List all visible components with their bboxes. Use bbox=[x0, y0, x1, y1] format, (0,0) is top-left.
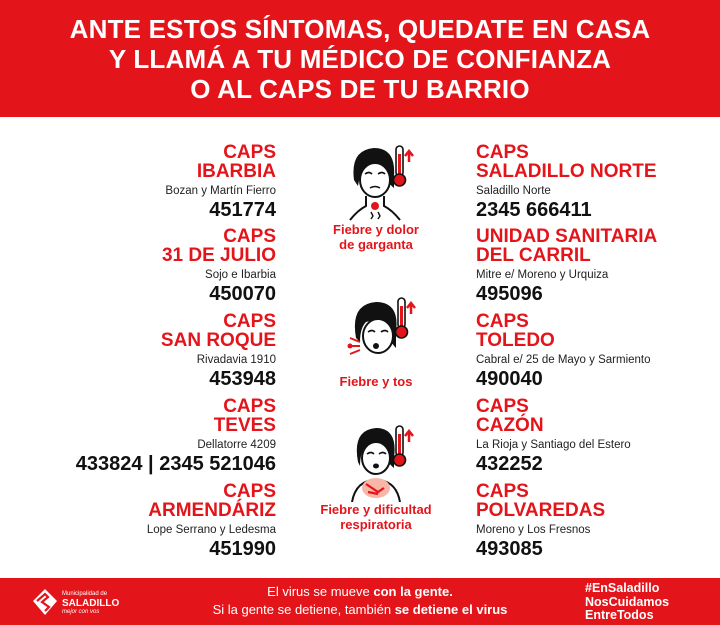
caps-address: Mitre e/ Moreno y Urquiza bbox=[476, 269, 609, 281]
caps-entry-ibarbia bbox=[10, 143, 276, 221]
unidad-sanitaria-del-carril bbox=[476, 227, 716, 305]
caps-name: UNIDAD SANITARIA bbox=[476, 226, 658, 247]
hashtag: NosCuidamos bbox=[585, 594, 670, 609]
symptom-fever-sore-throat bbox=[318, 140, 434, 252]
caps-entry-armendariz bbox=[10, 482, 276, 560]
header-banner bbox=[0, 0, 720, 117]
caps-name: CAPS bbox=[223, 311, 276, 332]
logo-top-text: Municipalidad de bbox=[62, 591, 108, 597]
caps-entry-san-roque bbox=[10, 312, 276, 390]
symptom-fever-cough bbox=[318, 290, 434, 389]
caps-name: 31 DE JULIO bbox=[161, 245, 276, 266]
symptom-label: Fiebre y tos bbox=[339, 374, 413, 389]
hashtag: #EnSaladillo bbox=[585, 581, 660, 595]
saladillo-logo-icon bbox=[32, 588, 58, 616]
caps-phone: 450070 bbox=[209, 283, 276, 305]
caps-address: Sojo e Ibarbia bbox=[205, 269, 276, 281]
fever-cough-icon bbox=[336, 290, 416, 370]
caps-phone: 432252 bbox=[476, 453, 543, 475]
caps-phone: 453948 bbox=[209, 368, 276, 390]
symptom-label: Fiebre y dolor bbox=[333, 222, 419, 237]
caps-address: Moreno y Los Fresnos bbox=[476, 524, 591, 536]
caps-phone: 451774 bbox=[209, 199, 276, 221]
caps-phone: 493085 bbox=[476, 538, 543, 560]
caps-phone: 433824 | 2345 521046 bbox=[75, 453, 276, 475]
caps-name: POLVAREDAS bbox=[476, 500, 606, 521]
caps-phone: 495096 bbox=[476, 283, 543, 305]
caps-address: Dellatorre 4209 bbox=[197, 439, 276, 451]
caps-name: TOLEDO bbox=[476, 330, 555, 351]
symptom-label: de garganta bbox=[339, 237, 413, 252]
footer-banner bbox=[0, 578, 720, 625]
caps-entry-31-de-julio bbox=[10, 227, 276, 305]
caps-name: CAPS bbox=[476, 311, 529, 332]
footer-slogan bbox=[180, 583, 540, 619]
slogan-text: Si la gente se detiene, también bbox=[212, 602, 395, 617]
caps-phone: 490040 bbox=[476, 368, 543, 390]
header-line-1: ANTE ESTOS SÍNTOMAS, QUEDATE EN CASA bbox=[69, 14, 651, 44]
logo-name: SALADILLO bbox=[62, 598, 120, 609]
slogan-emphasis: se detiene el virus bbox=[394, 602, 508, 617]
symptom-label: Fiebre y dificultad bbox=[320, 502, 432, 517]
caps-address: Bozan y Martín Fierro bbox=[165, 185, 276, 197]
caps-name: TEVES bbox=[213, 415, 276, 436]
header-line-3: O AL CAPS DE TU BARRIO bbox=[190, 74, 530, 104]
logo-tagline: mejor con vos bbox=[62, 609, 100, 615]
caps-phone: 451990 bbox=[209, 538, 276, 560]
caps-name: SAN ROQUE bbox=[160, 330, 276, 351]
caps-phone: 2345 666411 bbox=[476, 199, 592, 221]
caps-name: CAPS bbox=[476, 396, 529, 417]
header-line-2: Y LLAMÁ A TU MÉDICO DE CONFIANZA bbox=[108, 44, 612, 74]
caps-address: La Rioja y Santiago del Estero bbox=[476, 439, 631, 451]
caps-name: SALADILLO NORTE bbox=[476, 161, 657, 182]
caps-entry-toledo bbox=[476, 312, 716, 390]
hashtags bbox=[585, 582, 669, 623]
slogan-text: El virus se mueve bbox=[267, 584, 374, 599]
fever-sore-throat-icon bbox=[336, 140, 416, 222]
caps-name: CAPS bbox=[223, 396, 276, 417]
slogan-emphasis: con la gente. bbox=[373, 584, 453, 599]
caps-entry-polvaredas bbox=[476, 482, 716, 560]
hashtag: EntreTodos bbox=[585, 608, 654, 622]
caps-name: CAZÓN bbox=[476, 415, 544, 436]
municipality-logo bbox=[32, 588, 142, 618]
caps-entry-teves bbox=[10, 397, 276, 475]
fever-breathing-icon bbox=[336, 422, 416, 502]
symptom-fever-breathing bbox=[318, 422, 434, 532]
caps-name: DEL CARRIL bbox=[476, 245, 591, 266]
caps-address: Saladillo Norte bbox=[476, 185, 551, 197]
caps-name: ARMENDÁRIZ bbox=[148, 500, 276, 521]
caps-address: Rivadavia 1910 bbox=[196, 354, 276, 366]
caps-name: CAPS bbox=[223, 226, 276, 247]
caps-name: CAPS bbox=[223, 142, 276, 163]
caps-name: IBARBIA bbox=[196, 161, 276, 182]
caps-name: CAPS bbox=[223, 481, 276, 502]
caps-entry-cazon bbox=[476, 397, 716, 475]
caps-name: CAPS bbox=[476, 142, 529, 163]
caps-name: CAPS bbox=[476, 481, 529, 502]
caps-entry-saladillo-norte bbox=[476, 143, 716, 221]
caps-address: Lope Serrano y Ledesma bbox=[146, 524, 276, 536]
symptom-label: respiratoria bbox=[340, 517, 412, 532]
caps-address: Cabral e/ 25 de Mayo y Sarmiento bbox=[476, 354, 651, 366]
